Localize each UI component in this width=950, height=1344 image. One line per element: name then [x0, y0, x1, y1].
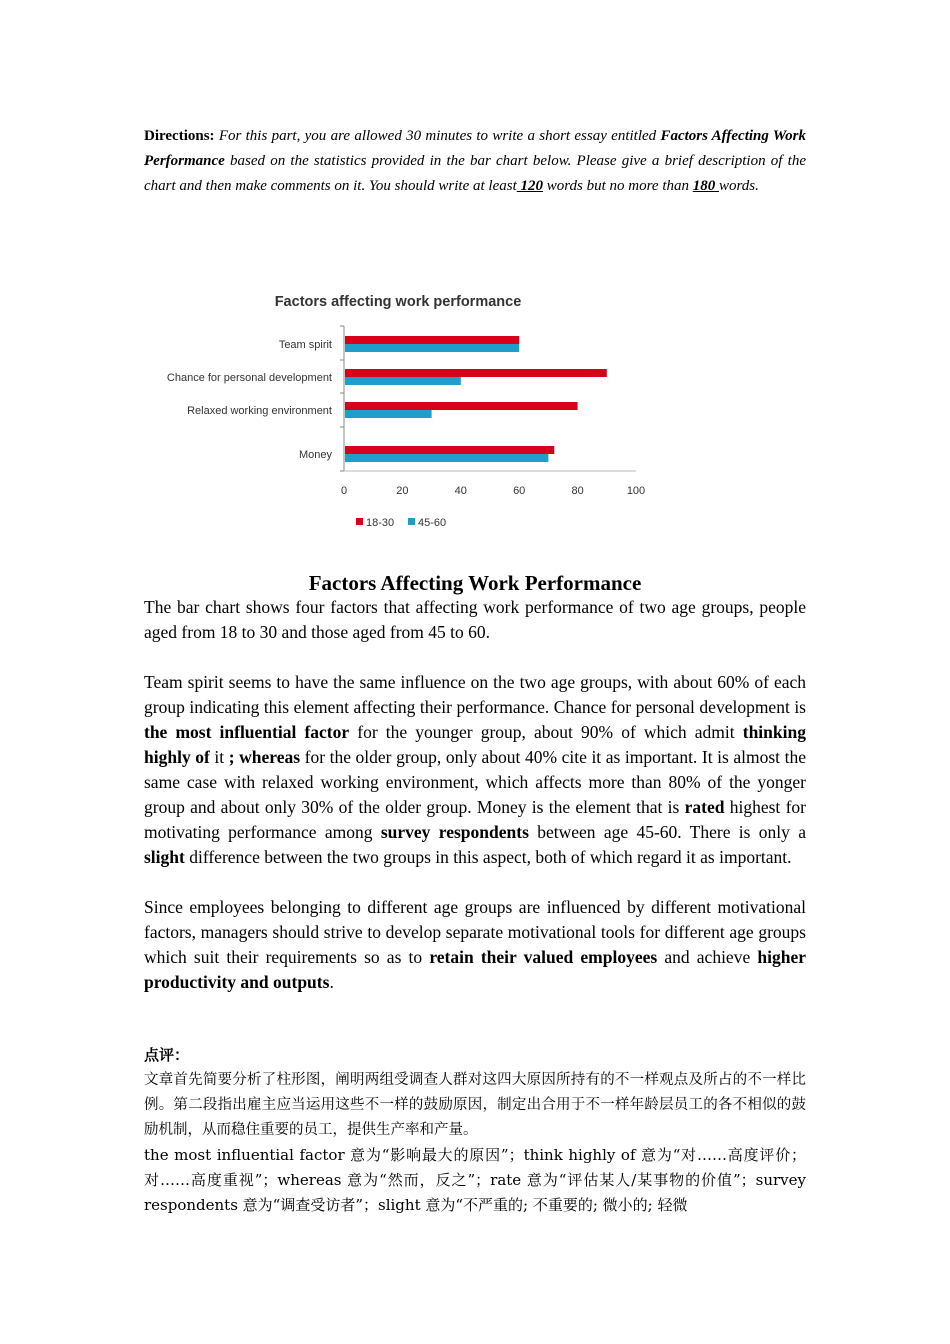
bar-18-30	[345, 402, 578, 410]
bar-45-60	[345, 377, 461, 385]
x-tick-label: 20	[396, 485, 409, 497]
p3-bold-2: higher productivity and outputs	[144, 947, 806, 992]
p2-text-e: for the older group, only about 40% cite it as important. It is almost the same case with relaxed working environment, which affects more than 80% of the yonger group and about only 30% of the older group. Money is the element that is	[144, 747, 806, 817]
legend-swatch	[356, 518, 363, 525]
p2-text-a: Team spirit seems to have the same influence on the two age groups, with about 60% of each group indicating this element affecting their performance. Chance for personal development is	[144, 672, 806, 717]
x-tick-label: 80	[571, 485, 584, 497]
category-label: Chance for personal development	[166, 372, 332, 384]
p2-bold-6: slight	[144, 847, 185, 867]
legend-swatch	[408, 518, 415, 525]
directions-block	[144, 124, 806, 199]
p2-bold-3: ; whereas	[228, 747, 301, 767]
directions-part-4: words.	[719, 178, 759, 194]
p2-text-f: highest for motivating performance among	[144, 797, 806, 842]
bar-18-30	[345, 446, 554, 454]
directions-part-1: For this part, you are allowed 30 minutes to write a short essay entitled	[214, 128, 661, 144]
category-label: Team spirit	[278, 339, 332, 351]
p2-bold-4: rated	[684, 797, 725, 817]
bar-45-60	[345, 344, 519, 352]
essay-title: Factors Affecting Work Performance	[308, 571, 642, 595]
bar-chart-svg	[152, 286, 662, 536]
p3-bold-1: retain their valued employees	[429, 947, 658, 967]
p3-text-a: Since employees belonging to different age groups are influenced by different motivational factors, managers should strive to develop separate motivational tools for different age groups which suit their requirements so as to	[144, 897, 806, 967]
bar-18-30	[345, 336, 519, 344]
legend-label: 45-60	[418, 517, 447, 529]
p2-text-c: for the younger group, about 90% of which admit	[349, 722, 743, 742]
x-tick-label: 40	[454, 485, 467, 497]
x-tick-label: 0	[340, 485, 348, 497]
comment-block	[144, 1043, 806, 1218]
x-tick-label: 60	[513, 485, 526, 497]
essay-body	[144, 595, 806, 1020]
x-tick-label: 100	[626, 485, 646, 497]
comment-heading: 点评：	[144, 1046, 190, 1064]
bar-45-60	[345, 454, 548, 462]
bar-18-30	[345, 369, 607, 377]
p2-bold-5: survey respondents	[380, 822, 529, 842]
essay-paragraph-1: The bar chart shows four factors that affecting work performance of two age groups, people aged from 18 to 30 and those aged from 45 to 60.	[144, 597, 806, 642]
category-label: Relaxed working environment	[187, 405, 332, 417]
directions-part-3: words but no more than	[543, 178, 693, 194]
legend-label: 18-30	[366, 517, 395, 529]
p2-bold-1: the most influential factor	[144, 722, 350, 742]
p3-text-c: and achieve	[657, 947, 758, 967]
min-words: 120	[516, 178, 544, 194]
p2-bold-2: thinking highly of	[144, 722, 806, 767]
essay-paragraph-2	[144, 670, 806, 870]
category-label: Money	[298, 449, 332, 461]
directions-part-2: based on the statistics provided in the bar chart below. Please give a brief description of the chart and then make comments on it. You should write at least	[144, 153, 806, 194]
bar-45-60	[345, 410, 432, 418]
essay-paragraph-3	[144, 895, 806, 995]
p2-text-g: between age 45-60. There is only a	[528, 822, 807, 842]
directions-label: Directions:	[144, 128, 215, 144]
essay-name: Factors Affecting Work Performance	[144, 128, 806, 169]
p2-text-d: it	[209, 747, 229, 767]
p3-text-d: .	[329, 972, 334, 992]
bar-chart	[152, 286, 662, 536]
comment-body: 文章首先简要分析了柱形图，阐明两组受调查人群对这四大原因所持有的不一样观点及所占的不一样比例。第二段指出雇主应当运用这些不一样的鼓励原因，制定出合用于不一样年龄层员工的各不相似的鼓励机制，从而稳住重要的员工，提供生产率和产量。	[144, 1072, 806, 1138]
chart-title: Factors affecting work performance	[274, 294, 522, 310]
comment-vocab: the most influential factor 意为“影响最大的原因”；think highly of 意为“对……高度评价；对……高度重视”；whereas 意为“然而，反之”；rate 意为“评估某人/某事物的价值”；survey respondents 意为“调查受访者”；slight 意为“不严重的; 不重要的; 微小的; 轻微	[144, 1146, 806, 1214]
max-words: 180	[692, 178, 719, 194]
directions-text	[144, 124, 806, 199]
p2-text-h: difference between the two groups in this aspect, both of which regard it as important.	[184, 847, 792, 867]
